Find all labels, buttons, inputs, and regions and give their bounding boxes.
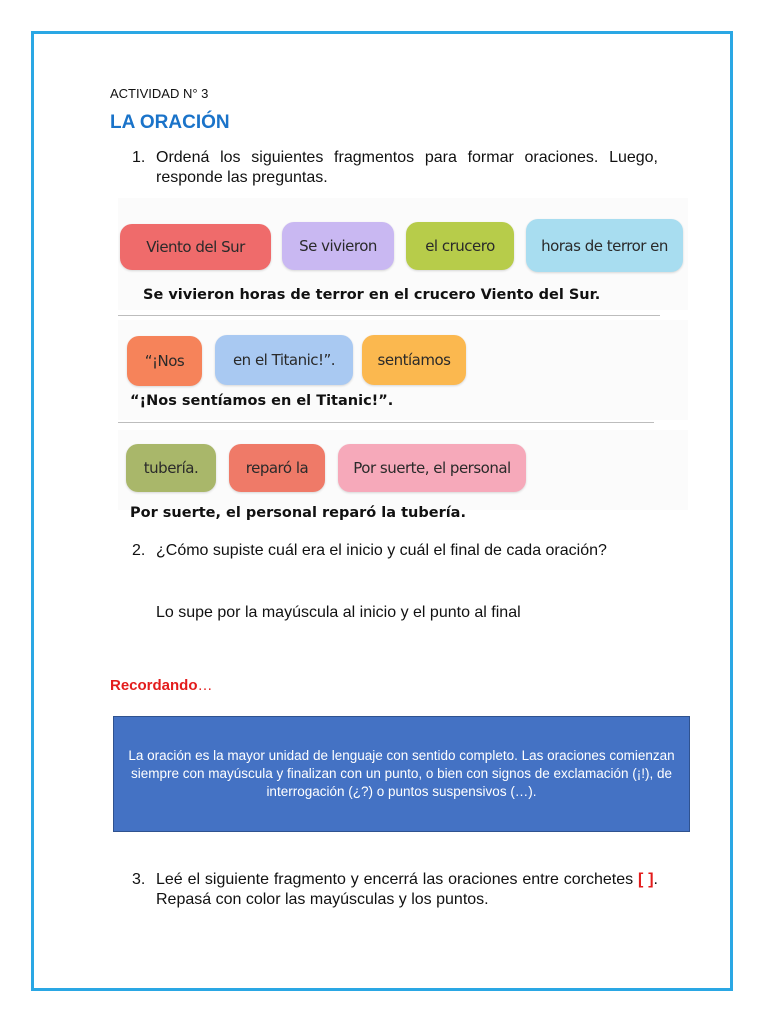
- fragment-chip: el crucero: [406, 222, 514, 270]
- fragment-chip: horas de terror en: [526, 219, 683, 272]
- reminder-label: Recordando: [110, 677, 198, 694]
- reminder-dots: …: [197, 677, 213, 694]
- question-number: 1.: [132, 149, 146, 166]
- question-1: [132, 148, 658, 188]
- page-title: LA ORACIÓN: [110, 112, 230, 133]
- question-3: [132, 870, 658, 910]
- reminder-heading: [110, 677, 213, 694]
- question-number: 3.: [132, 871, 146, 888]
- fragment-chip: Se vivieron: [282, 222, 394, 270]
- answer-sentence: Por suerte, el personal reparó la tubería.: [130, 505, 466, 521]
- fragment-chip: Viento del Sur: [120, 224, 271, 270]
- fragment-chip: Por suerte, el personal: [338, 444, 526, 492]
- answer-sentence: Se vivieron horas de terror en el crucero Viento del Sur.: [143, 287, 601, 303]
- divider: [118, 315, 660, 316]
- answer-sentence: “¡Nos sentíamos en el Titanic!”.: [130, 393, 394, 409]
- fragment-chip: en el Titanic!”.: [215, 335, 353, 385]
- bracket-symbol: [ ]: [638, 871, 654, 888]
- divider: [118, 422, 654, 423]
- question-text: Ordená los siguientes fragmentos para formar oraciones. Luego, responde las preguntas.: [156, 149, 658, 186]
- activity-label: ACTIVIDAD N° 3: [110, 86, 209, 101]
- question-2-answer: Lo supe por la mayúscula al inicio y el punto al final: [156, 604, 521, 621]
- question-text: ¿Cómo supiste cuál era el inicio y cuál el final de cada oración?: [156, 542, 607, 559]
- fragment-chip: tubería.: [126, 444, 216, 492]
- question-text: [156, 870, 658, 910]
- fragment-chip: “¡Nos: [127, 336, 202, 386]
- question-2: [132, 541, 658, 561]
- question-text-before: Leé el siguiente fragmento y encerrá las oraciones entre corchetes: [156, 871, 638, 888]
- reminder-text: La oración es la mayor unidad de lenguaje con sentido completo. Las oraciones comienzan siempre con mayúscula y finalizan con un punto, o bien con signos de exclamación (¡!), de interrogación (¿?) o puntos suspensivos (…).: [128, 748, 675, 799]
- fragment-chip: sentíamos: [362, 335, 466, 385]
- question-number: 2.: [132, 542, 146, 559]
- reminder-box: [113, 716, 690, 832]
- fragment-chip: reparó la: [229, 444, 325, 492]
- question-text-after: . Repasá con color las mayúsculas y los puntos.: [156, 871, 658, 908]
